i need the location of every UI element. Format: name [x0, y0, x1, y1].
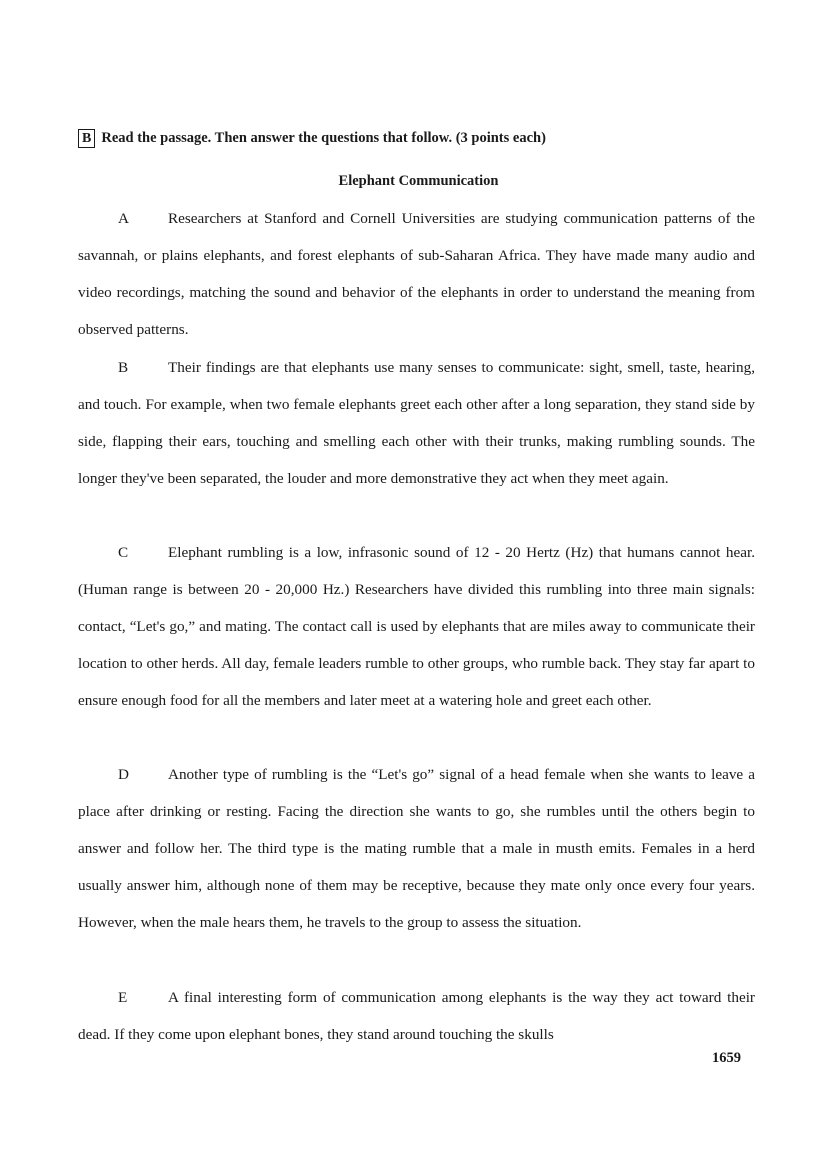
passage-title [0, 173, 837, 190]
paragraph-text: Another type of rumbling is the “Let's go” signal of a head female when she wants to leave a place after drinking or resting. Facing the direction she wants to go, she rumbles until the others begin to answer and follow her. The third type is the mating rumble that a male in musth emits. Females in a herd usually answer him, although none of them may be receptive, because they mate only once every four years. However, when the male hears them, he travels to the group to assess the situation. [78, 766, 755, 932]
paragraph-c [78, 534, 755, 719]
paragraph-letter: C [118, 544, 129, 561]
paragraph-letter: B [118, 359, 129, 376]
instruction-line [78, 129, 546, 148]
instruction-text: Read the passage. Then answer the questions that follow. (3 points each) [101, 130, 546, 146]
paragraph-letter: D [118, 766, 129, 783]
paragraph-d [78, 756, 755, 941]
paragraph-a [78, 200, 755, 348]
paragraph-letter: A [118, 210, 129, 227]
paragraph-text: Their findings are that elephants use many senses to communicate: sight, smell, taste, hearing, and touch. For example, when two female elephants greet each other after a long separation, they stand side by side, flapping their ears, touching and smelling each other with their trunks, making rumbling sounds. The longer they've been separated, the louder and more demonstrative they act when they meet again. [78, 359, 755, 488]
paragraph-letter: E [118, 989, 128, 1006]
paragraph-text: Researchers at Stanford and Cornell Universities are studying communication patterns of the savannah, or plains elephants, and forest elephants of sub-Saharan Africa. They have made many audio and video recordings, matching the sound and behavior of the elephants in order to understand the meaning from observed patterns. [78, 210, 755, 339]
paragraph-text: Elephant rumbling is a low, infrasonic sound of 12 - 20 Hertz (Hz) that humans cannot hear. (Human range is between 20 - 20,000 Hz.) Researchers have divided this rumbling into three main signals: contact, “Let's go,” and mating. The contact call is used by elephants that are miles away to communicate their location to other herds. All day, female leaders rumble to other groups, who rumble back. They stay far apart to ensure enough food for all the members and later meet at a watering hole and greet each other. [78, 544, 755, 710]
paragraph-e [78, 979, 755, 1053]
passage-title-text: Elephant Communication [338, 173, 499, 189]
paragraph-b [78, 349, 755, 497]
page-number: 1659 [712, 1050, 741, 1066]
paragraph-text: A final interesting form of communication among elephants is the way they act toward their dead. If they come upon elephant bones, they stand around touching the skulls [78, 989, 755, 1044]
section-label-box: B [78, 129, 95, 148]
